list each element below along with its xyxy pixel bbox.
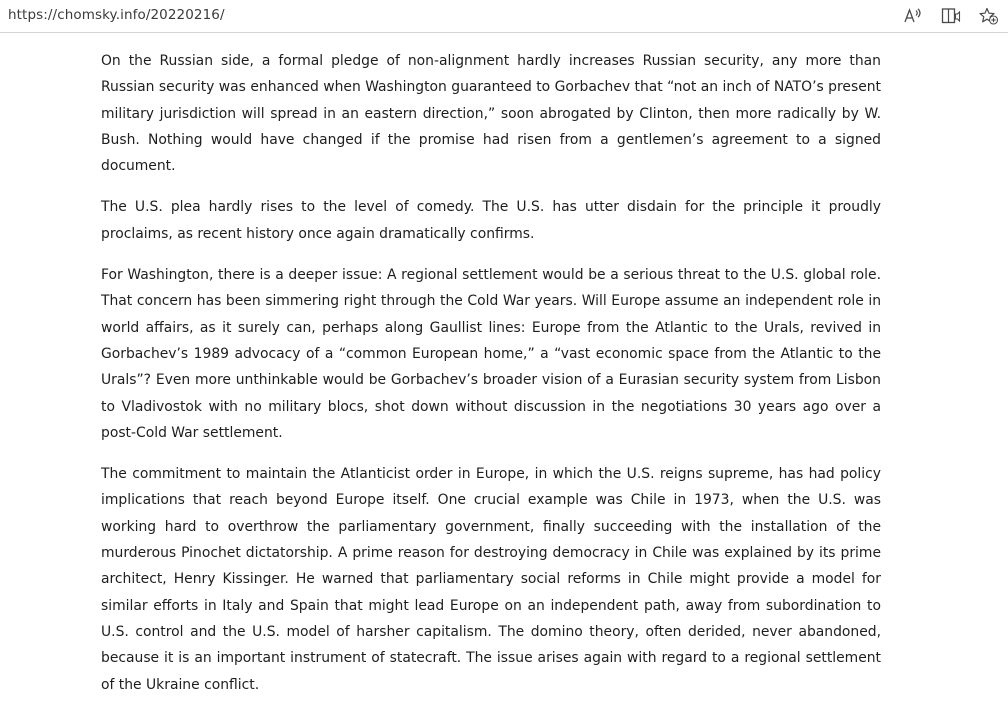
article-paragraph: On the Russian side, a formal pledge of non-alignment hardly increases Russian security, any more than Russian security was enhanced when Washington guaranteed to Gorbachev that “not an inch of NATO’s present military jurisdiction will spread in an eastern direction,” soon abrogated by Clinton, then more radically by W. Bush. Nothing would have changed if the promise had risen from a gentlemen’s agreement to a signed document. bbox=[101, 53, 881, 175]
immersive-reader-button[interactable] bbox=[932, 0, 970, 32]
article-paragraph: The commitment to maintain the Atlanticist order in Europe, in which the U.S. reigns supreme, has had policy implications that reach beyond Europe itself. One crucial example was Chile in 1973, when the U.S. was working hard to overthrow the parliamentary government, finally succeeding with the installation of the murderous Pinochet dictatorship. A prime reason for destroying democracy in Chile was explained by its prime architect, Henry Kissinger. He warned that parliamentary social reforms in Chile might provide a model for similar efforts in Italy and Spain that might lead Europe on an independent path, away from subordination to U.S. control and the U.S. model of harsher capitalism. The domino theory, often derided, never abandoned, because it is an important instrument of statecraft. The issue arises again with regard to a regional settlement of the Ukraine conflict. bbox=[101, 466, 881, 693]
article-paragraph: For Washington, there is a deeper issue: A regional settlement would be a serious threat to the U.S. global role. That concern has been simmering right through the Cold War years. Will Europe assume an independent role in world affairs, as it surely can, perhaps along Gaullist lines: Europe from the Atlantic to the Urals, revived in Gorbachev’s 1989 advocacy of a “common European home,” a “vast economic space from the Atlantic to the Urals”? Even more unthinkable would be Gorbachev’s broader vision of a Eurasian security system from Lisbon to Vladivostok with no military blocs, shot down without discussion in the negotiations 30 years ago over a post-Cold War settlement. bbox=[101, 267, 881, 441]
read-aloud-icon bbox=[903, 7, 923, 25]
article-paragraph: The U.S. plea hardly rises to the level of comedy. The U.S. has utter disdain for the principle it proudly proclaims, as recent history once again dramatically confirms. bbox=[101, 199, 881, 242]
article-body bbox=[101, 48, 881, 713]
url-field[interactable]: https://chomsky.info/20220216/ bbox=[8, 7, 225, 23]
immersive-reader-icon bbox=[941, 7, 961, 25]
address-bar bbox=[0, 0, 1008, 33]
toolbar-icons bbox=[894, 0, 1008, 32]
add-favorite-icon bbox=[979, 7, 999, 25]
read-aloud-button[interactable] bbox=[894, 0, 932, 32]
add-favorite-button[interactable] bbox=[970, 0, 1008, 32]
